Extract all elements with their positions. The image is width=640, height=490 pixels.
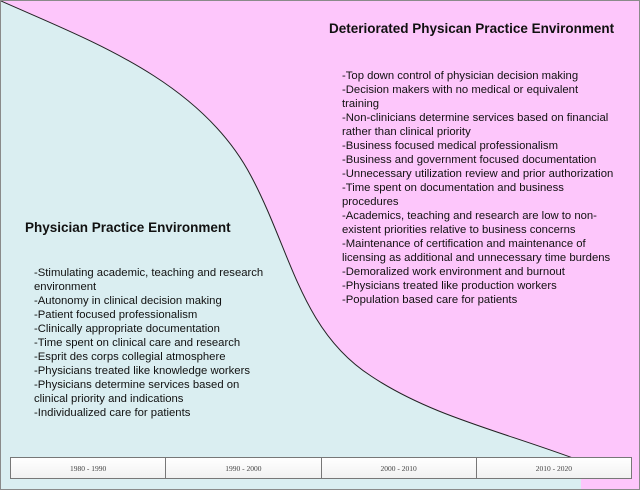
deteriorated-item: -Business and government focused documentation bbox=[342, 154, 597, 166]
deteriorated-item: -Time spent on documentation and business procedures bbox=[342, 182, 564, 208]
physician-item: -Patient focused professionalism bbox=[34, 309, 198, 321]
physician-item: -Esprit des corps collegial atmosphere bbox=[34, 351, 226, 363]
physician-item: -Physicians treated like knowledge workers bbox=[34, 365, 250, 377]
physician-item: -Autonomy in clinical decision making bbox=[34, 295, 222, 307]
deteriorated-item: -Business focused medical professionalism bbox=[342, 140, 558, 152]
deteriorated-item: -Physicians treated like production workers bbox=[342, 280, 557, 292]
deteriorated-item: -Top down control of physician decision making bbox=[342, 70, 579, 82]
timeline-period: 1980 - 1990 bbox=[11, 458, 166, 478]
timeline-period: 2000 - 2010 bbox=[322, 458, 477, 478]
physician-list bbox=[34, 266, 266, 420]
timeline-bar bbox=[10, 457, 632, 479]
deteriorated-list bbox=[342, 69, 618, 307]
physician-item: -Clinically appropriate documentation bbox=[34, 323, 220, 335]
timeline-period: 1990 - 2000 bbox=[166, 458, 321, 478]
physician-item: -Stimulating academic, teaching and research environment bbox=[34, 267, 264, 293]
deteriorated-item: -Maintenance of certification and maintenance of licensing as additional and unnecessary time burdens bbox=[342, 238, 611, 264]
deteriorated-item: -Non-clinicians determine services based on financial rather than clinical priority bbox=[342, 112, 609, 138]
physician-item: -Individualized care for patients bbox=[34, 407, 191, 419]
deteriorated-item: -Population based care for patients bbox=[342, 294, 518, 306]
deteriorated-item: -Demoralized work environment and burnout bbox=[342, 266, 565, 278]
deteriorated-item: -Decision makers with no medical or equivalent training bbox=[342, 84, 579, 110]
deteriorated-item: -Unnecessary utilization review and prior authorization bbox=[342, 168, 614, 180]
timeline-period: 2010 - 2020 bbox=[535, 463, 572, 473]
physician-title: Physician Practice Environment bbox=[25, 220, 231, 235]
deteriorated-item: -Academics, teaching and research are low to non-existent priorities relative to business concerns bbox=[342, 210, 597, 236]
deteriorated-title: Deteriorated Physican Practice Environment bbox=[329, 21, 615, 36]
physician-item: -Physicians determine services based on clinical priority and indications bbox=[34, 379, 240, 405]
physician-item: -Time spent on clinical care and research bbox=[34, 337, 241, 349]
